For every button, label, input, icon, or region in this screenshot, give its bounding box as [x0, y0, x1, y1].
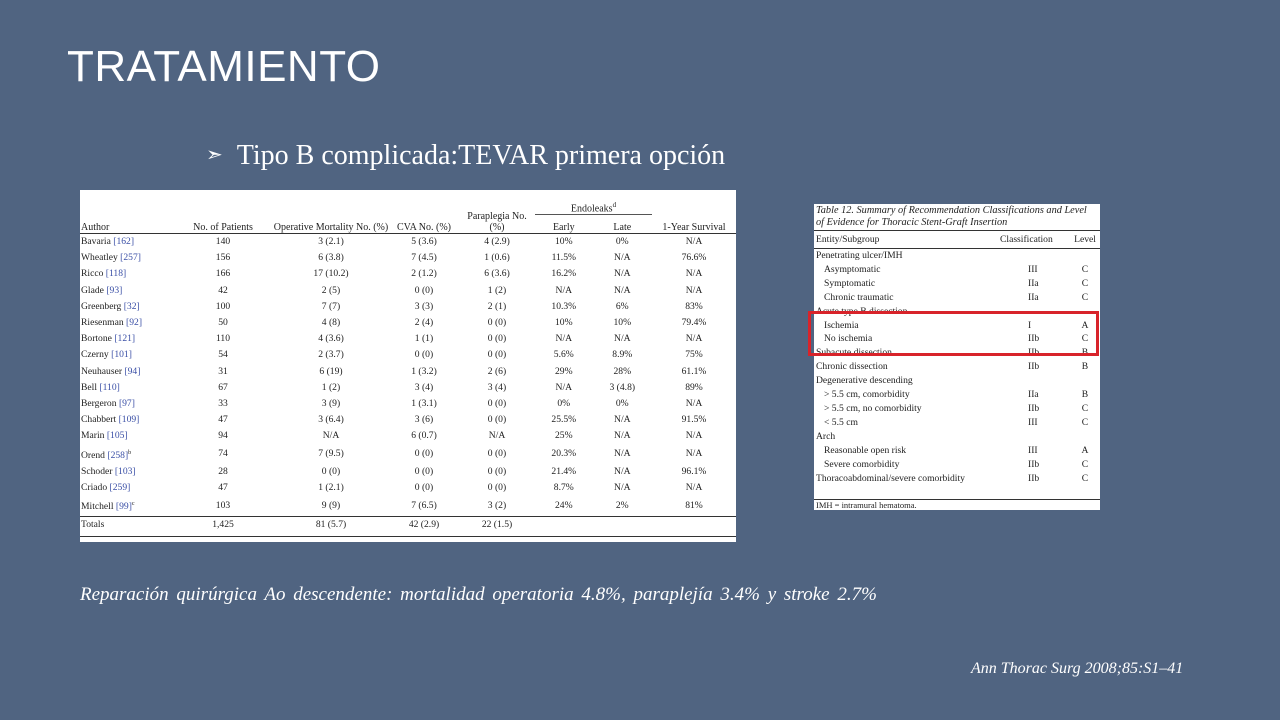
table-row — [80, 396, 736, 412]
cell-mortality: 9 (9) — [321, 500, 341, 512]
cell-late: 28% — [613, 365, 632, 377]
cell-mortality: 4 (3.6) — [318, 333, 344, 345]
cell-level: C — [1081, 333, 1089, 345]
cell-patients: 47 — [218, 482, 228, 494]
cell-author — [80, 412, 173, 428]
author-name: Bavaria — [81, 236, 111, 247]
author-name: Bortone — [81, 333, 112, 345]
cell-entity: Chronic dissection — [816, 361, 888, 373]
cell-entity: Acute type B dissection — [816, 305, 908, 317]
cell-survival: N/A — [685, 482, 703, 494]
cell-author — [80, 445, 173, 464]
author-name: Chabbert — [81, 414, 117, 426]
cell-survival: N/A — [685, 284, 703, 296]
cell-classification: III — [1028, 416, 1038, 428]
cell-level: C — [1081, 416, 1089, 428]
cell-mortality: 1 (2) — [321, 381, 341, 393]
cell-patients: 33 — [218, 398, 228, 410]
recommendation-row — [814, 472, 1100, 486]
cell-patients: 28 — [218, 466, 228, 478]
author-ref: [101] — [111, 349, 132, 361]
cell-para: 3 (2) — [487, 500, 507, 512]
cell-para: 0 (0) — [487, 398, 507, 410]
table-row — [80, 234, 736, 251]
cell-mortality: 3 (2.1) — [318, 236, 344, 247]
cell-para: 2 (6) — [487, 365, 507, 377]
cell-survival: N/A — [685, 268, 703, 280]
author-sup: c — [131, 501, 135, 508]
author-name: Marin — [81, 430, 105, 442]
cell-classification: IIb — [1028, 402, 1040, 414]
cell-survival: 81% — [685, 500, 703, 512]
cell-mortality: 2 (3.7) — [318, 349, 344, 361]
cell-mortality: N/A — [322, 430, 340, 442]
cell-classification: III — [1028, 263, 1038, 275]
cell-empty — [535, 516, 593, 533]
cell-author — [80, 396, 173, 412]
recommendation-row — [814, 458, 1100, 472]
cell-early: 25% — [554, 430, 573, 442]
author-name: Riesenman — [81, 317, 124, 329]
author-name: Criado — [81, 482, 108, 494]
caption-text: Reparación quirúrgica Ao descendente: mortalidad operatoria 4.8%, paraplejía 3.4% y stroke 2.7% — [80, 584, 877, 605]
cell-para: 1 (0.6) — [484, 252, 510, 264]
cell-patients: 31 — [218, 365, 228, 377]
cell-cva: 0 (0) — [414, 448, 434, 460]
cell-mortality: 17 (10.2) — [313, 268, 349, 280]
cell-cva: 0 (0) — [414, 466, 434, 478]
author-ref: [121] — [114, 333, 136, 345]
cell-entity: < 5.5 cm — [824, 416, 858, 428]
cell-entity: Penetrating ulcer/IMH — [816, 250, 903, 261]
cell-cva: 1 (1) — [414, 333, 434, 345]
cell-patients: 94 — [218, 430, 228, 442]
cell-survival: 96.1% — [681, 466, 707, 478]
cell-cva: 1 (3.1) — [411, 398, 437, 410]
citation-text: Ann Thorac Surg 2008;85:S1–41 — [971, 660, 1184, 677]
cell-level: C — [1081, 277, 1089, 289]
cell-late: N/A — [614, 284, 631, 296]
cell-entity: Reasonable open risk — [824, 444, 907, 456]
cell-level — [1070, 249, 1100, 263]
cell-cva: 6 (0.7) — [411, 430, 437, 442]
author-sup: b — [128, 449, 132, 456]
cell-cva: 2 (1.2) — [411, 268, 437, 280]
recommendation-row — [814, 360, 1100, 374]
header-paraplegia: Paraplegia No. (%) — [459, 190, 535, 234]
author-name: Mitchell — [81, 501, 114, 513]
cell-para: 0 (0) — [487, 349, 507, 361]
recommendation-row — [814, 416, 1100, 430]
author-name: Bergeron — [81, 398, 117, 410]
cell-para: 2 (1) — [487, 300, 507, 312]
cell-late: N/A — [614, 466, 631, 478]
cell-empty — [593, 516, 652, 533]
cell-author — [80, 331, 173, 347]
author-ref: [92] — [126, 317, 143, 329]
cell-classification: IIb — [1028, 458, 1040, 470]
cell-total-para: 22 (1.5) — [459, 516, 535, 533]
cell-level — [1070, 374, 1100, 388]
header-mortality: Operative Mortality No. (%) — [273, 190, 389, 234]
author-ref: [99] — [115, 501, 132, 513]
cell-late: N/A — [614, 430, 631, 442]
cell-cva: 0 (0) — [414, 482, 434, 494]
cell-para: 0 (0) — [487, 482, 507, 494]
recommendation-row — [814, 249, 1100, 263]
cell-entity: Ischemia — [824, 319, 859, 331]
cell-classification: III — [1028, 444, 1038, 456]
author-name: Orend — [81, 449, 105, 461]
cell-survival: 91.5% — [681, 414, 707, 426]
cell-classification — [998, 249, 1070, 263]
cell-level: C — [1081, 263, 1089, 275]
author-name: Wheatley — [81, 252, 118, 264]
cell-author — [80, 266, 173, 282]
cell-classification — [998, 374, 1070, 388]
cell-total-cva: 42 (2.9) — [389, 516, 459, 533]
cell-mortality: 6 (19) — [319, 365, 343, 377]
cell-patients: 166 — [215, 268, 231, 280]
table-bottom-rule — [80, 536, 736, 537]
recommendation-row — [814, 374, 1100, 388]
cell-author — [80, 380, 173, 396]
cell-classification: I — [1028, 319, 1032, 331]
header-patients: No. of Patients — [173, 190, 273, 234]
cell-late: N/A — [614, 414, 631, 426]
recommendation-table-caption: Table 12. Summary of Recommendation Classifications and Level of Evidence for Thoracic Stent-Graft Insertion — [816, 205, 1087, 228]
cell-early: 16.2% — [551, 268, 577, 280]
cell-para: 6 (3.6) — [484, 268, 510, 280]
header-endoleaks: Endoleaks$^d$ — [535, 190, 652, 215]
author-name: Neuhauser — [81, 365, 123, 377]
cell-classification: IIb — [1028, 347, 1040, 359]
table-row — [80, 380, 736, 396]
cell-early: 11.5% — [551, 252, 576, 264]
author-ref: [105] — [106, 430, 128, 442]
cell-para: 0 (0) — [487, 317, 507, 329]
cell-cva: 3 (4) — [414, 381, 434, 393]
header-late: Late — [593, 215, 652, 234]
cell-para: 0 (0) — [487, 333, 507, 345]
header-level: Level — [1070, 231, 1100, 249]
table-row — [80, 299, 736, 315]
cell-survival: 61.1% — [681, 365, 707, 377]
cell-late: N/A — [614, 252, 631, 264]
table-row — [80, 480, 736, 496]
table-row — [80, 412, 736, 428]
cell-patients: 103 — [215, 500, 231, 512]
bullet-text: Tipo B complicada:TEVAR primera opción — [236, 140, 726, 171]
cell-early: 10.3% — [551, 300, 577, 312]
cell-level: B — [1081, 347, 1089, 359]
recommendation-row — [814, 402, 1100, 416]
cell-late: 2% — [615, 500, 629, 512]
cell-cva: 2 (4) — [414, 317, 434, 329]
author-ref: [94] — [124, 365, 141, 377]
totals-row — [80, 516, 736, 533]
cell-survival: 89% — [685, 381, 703, 393]
cell-entity: Subacute dissection — [816, 347, 892, 359]
cell-entity: Asymptomatic — [824, 263, 881, 275]
author-name: Schoder — [81, 466, 113, 478]
cell-cva: 7 (4.5) — [411, 252, 437, 264]
author-name: Ricco — [81, 268, 104, 280]
cell-mortality: 1 (2.1) — [318, 482, 344, 494]
cell-survival: 83% — [685, 300, 703, 312]
outcomes-table — [80, 190, 736, 542]
cell-early: N/A — [555, 333, 573, 345]
header-early: Early — [535, 215, 593, 234]
cell-level — [1070, 430, 1100, 444]
author-ref: [93] — [106, 284, 123, 296]
cell-patients: 42 — [218, 284, 228, 296]
cell-patients: 54 — [218, 349, 228, 361]
cell-mortality: 4 (8) — [321, 317, 341, 329]
cell-author — [80, 364, 173, 380]
cell-cva: 3 (3) — [414, 300, 434, 312]
header-author: Author — [80, 190, 173, 234]
cell-early: 29% — [554, 365, 573, 377]
cell-patients: 156 — [215, 252, 231, 264]
recommendation-footnote: IMH = intramural hematoma. — [814, 499, 1100, 511]
cell-entity: > 5.5 cm, no comorbidity — [824, 402, 922, 414]
cell-patients: 50 — [218, 317, 228, 329]
table-row — [80, 464, 736, 480]
author-name: Czerny — [81, 349, 109, 361]
cell-late: 3 (4.8) — [609, 381, 636, 393]
cell-classification: IIa — [1028, 277, 1039, 289]
author-name: Bell — [81, 381, 97, 393]
cell-entity: Chronic traumatic — [824, 291, 894, 303]
table-row — [80, 250, 736, 266]
cell-classification: IIa — [1028, 291, 1039, 303]
cell-late: 8.9% — [612, 349, 633, 361]
recommendation-row — [814, 263, 1100, 277]
cell-entity: Thoracoabdominal/severe comorbidity — [816, 472, 965, 484]
cell-classification: IIa — [1028, 389, 1039, 401]
author-ref: [118] — [105, 268, 127, 280]
cell-early: 10% — [554, 236, 573, 247]
cell-patients: 74 — [218, 448, 228, 460]
recommendation-row — [814, 444, 1100, 458]
table-row — [80, 445, 736, 464]
cell-author — [80, 428, 173, 444]
table-row — [80, 364, 736, 380]
cell-survival: N/A — [685, 430, 703, 442]
author-ref: [257] — [120, 252, 141, 264]
cell-cva: 0 (0) — [414, 284, 434, 296]
bullet-point — [206, 140, 725, 172]
cell-early: 20.3% — [551, 448, 577, 460]
author-ref: [109] — [118, 414, 140, 426]
cell-entity: Arch — [816, 430, 836, 442]
cell-mortality: 3 (6.4) — [318, 414, 344, 426]
cell-cva: 3 (6) — [414, 414, 434, 426]
cell-early: 25.5% — [551, 414, 577, 426]
arrowhead-bullet-icon: ➣ — [206, 144, 223, 166]
cell-cva: 1 (3.2) — [411, 365, 437, 377]
author-name: Glade — [81, 284, 104, 296]
cell-para: 0 (0) — [487, 448, 507, 460]
author-ref: [32] — [123, 300, 140, 312]
cell-late: 0% — [615, 236, 629, 247]
cell-entity: No ischemia — [824, 333, 873, 345]
cell-cva: 5 (3.6) — [411, 236, 437, 247]
cell-survival: 79.4% — [681, 317, 707, 329]
cell-patients: 110 — [215, 333, 231, 345]
cell-level: B — [1081, 389, 1089, 401]
recommendation-row — [814, 291, 1100, 305]
cell-level: A — [1081, 319, 1089, 331]
cell-survival: N/A — [685, 333, 703, 345]
cell-author — [80, 283, 173, 299]
cell-para: 0 (0) — [487, 466, 507, 478]
cell-mortality: 6 (3.8) — [318, 252, 344, 264]
header-cva: CVA No. (%) — [389, 190, 459, 234]
cell-late: 10% — [613, 317, 632, 329]
author-ref: [103] — [114, 466, 136, 478]
cell-author — [80, 496, 173, 516]
cell-total-mortality: 81 (5.7) — [273, 516, 389, 533]
author-ref: [259] — [109, 482, 131, 494]
cell-para: 1 (2) — [487, 284, 507, 296]
cell-late: N/A — [614, 268, 631, 280]
cell-patients: 100 — [215, 300, 231, 312]
cell-mortality: 2 (5) — [321, 284, 341, 296]
cell-author — [80, 347, 173, 363]
cell-totals-label: Totals — [80, 516, 173, 533]
cell-classification: IIb — [1028, 361, 1040, 373]
cell-entity: > 5.5 cm, comorbidity — [824, 389, 910, 401]
cell-mortality: 3 (9) — [321, 398, 341, 410]
recommendation-row — [814, 430, 1100, 444]
table-row — [80, 283, 736, 299]
table-row — [80, 266, 736, 282]
cell-late: N/A — [614, 482, 631, 494]
table-row — [80, 331, 736, 347]
cell-level: C — [1081, 291, 1089, 303]
cell-late: 6% — [615, 300, 629, 312]
cell-para: 3 (4) — [487, 381, 507, 393]
cell-early: 10% — [554, 317, 573, 329]
cell-late: N/A — [614, 448, 631, 460]
cell-level: C — [1081, 472, 1089, 484]
cell-para: 4 (2.9) — [484, 236, 510, 247]
recommendation-table — [814, 204, 1100, 510]
cell-late: 0% — [615, 398, 629, 410]
cell-entity: Severe comorbidity — [824, 458, 900, 470]
recommendation-row — [814, 277, 1100, 291]
cell-survival: 75% — [685, 349, 703, 361]
cell-early: 5.6% — [553, 349, 574, 361]
cell-author — [80, 480, 173, 496]
cell-classification: IIb — [1028, 472, 1040, 484]
cell-para: 0 (0) — [487, 414, 507, 426]
table-row — [80, 428, 736, 444]
header-classification: Classification — [998, 231, 1070, 249]
cell-early: 0% — [557, 398, 571, 410]
table-row — [80, 347, 736, 363]
cell-classification: IIb — [1028, 333, 1040, 345]
cell-para: N/A — [488, 430, 506, 442]
cell-patients: 47 — [218, 414, 228, 426]
author-name: Greenberg — [81, 300, 122, 312]
table-row — [80, 496, 736, 516]
cell-survival: N/A — [685, 236, 703, 247]
cell-cva: 7 (6.5) — [411, 500, 437, 512]
cell-entity: Symptomatic — [824, 277, 876, 289]
cell-early: 21.4% — [551, 466, 577, 478]
cell-patients: 67 — [218, 381, 228, 393]
cell-survival: N/A — [685, 448, 703, 460]
table-row — [80, 315, 736, 331]
cell-mortality: 7 (9.5) — [318, 448, 344, 460]
cell-mortality: 7 (7) — [321, 300, 341, 312]
cell-classification — [998, 430, 1070, 444]
cell-patients: 140 — [215, 236, 231, 247]
cell-survival: N/A — [685, 398, 703, 410]
cell-early: 24% — [554, 500, 573, 512]
cell-level: C — [1081, 458, 1089, 470]
cell-author — [80, 315, 173, 331]
cell-mortality: 0 (0) — [321, 466, 341, 478]
cell-total-patients: 1,425 — [173, 516, 273, 533]
header-entity: Entity/Subgroup — [814, 231, 998, 249]
cell-level: A — [1081, 444, 1089, 456]
header-survival: 1-Year Survival — [652, 190, 736, 234]
cell-cva: 0 (0) — [414, 349, 434, 361]
author-ref: [110] — [99, 381, 120, 393]
cell-level: C — [1081, 402, 1089, 414]
author-ref: [258] — [107, 449, 129, 461]
cell-survival: 76.6% — [681, 252, 707, 264]
cell-author — [80, 464, 173, 480]
cell-early: 8.7% — [553, 482, 574, 494]
recommendation-row — [814, 388, 1100, 402]
cell-level: B — [1081, 361, 1089, 373]
highlight-box — [808, 311, 1099, 356]
cell-author — [80, 250, 173, 266]
cell-late: N/A — [614, 333, 631, 345]
cell-empty — [652, 516, 736, 533]
cell-early: N/A — [555, 381, 573, 393]
cell-author — [80, 234, 173, 251]
slide-title: TRATAMIENTO — [67, 42, 381, 91]
author-ref: [162] — [113, 236, 135, 247]
cell-entity: Degenerative descending — [816, 375, 913, 387]
cell-early: N/A — [555, 284, 573, 296]
author-ref: [97] — [118, 398, 135, 410]
cell-author — [80, 299, 173, 315]
